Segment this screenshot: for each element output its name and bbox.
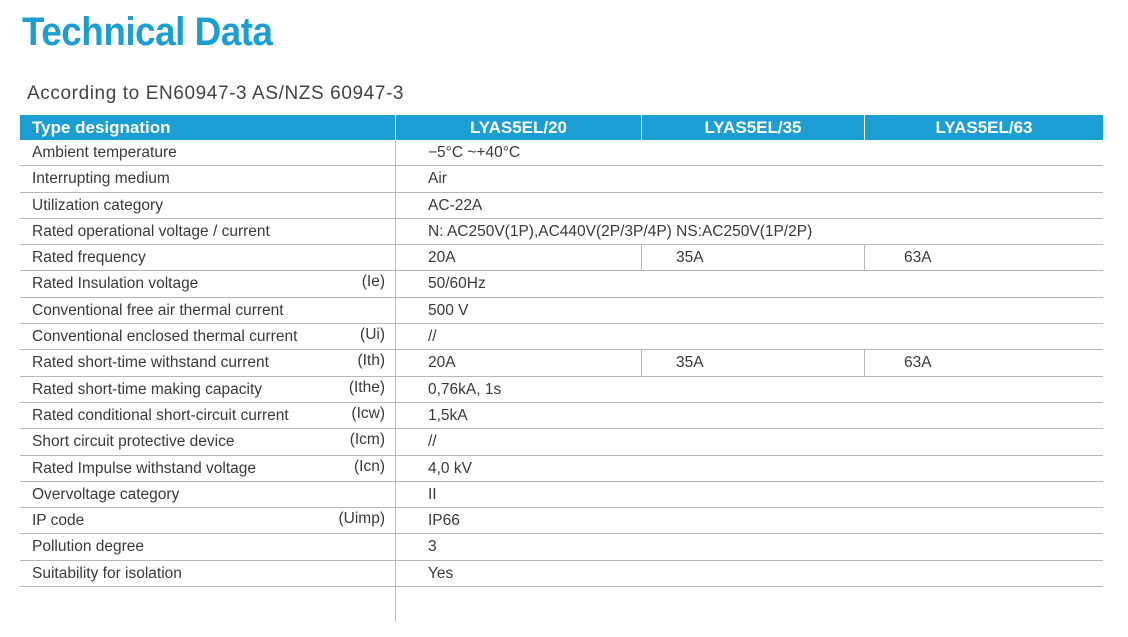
row-value-35: 35A <box>676 354 704 372</box>
row-label: Rated short-time withstand current <box>32 354 269 372</box>
technical-data-table <box>20 115 1103 587</box>
row-label: Conventional free air thermal current <box>32 301 284 319</box>
table-row <box>20 166 1103 192</box>
row-value: // <box>428 433 437 451</box>
row-value: 0,76kA, 1s <box>428 380 502 398</box>
table-row <box>20 140 1103 166</box>
row-value: AC-22A <box>428 196 483 214</box>
table-row <box>20 403 1103 429</box>
table-row <box>20 193 1103 219</box>
row-label: Overvoltage category <box>32 485 180 503</box>
header-model-35: LYAS5EL/35 <box>704 118 802 137</box>
header-type-designation: Type designation <box>32 118 171 137</box>
row-value-35: 35A <box>676 249 704 267</box>
row-value: Yes <box>428 564 454 582</box>
cell-divider <box>641 350 642 376</box>
row-value: 3 <box>428 538 437 556</box>
row-label: Rated short-time making capacity <box>32 380 263 398</box>
row-label: Utilization category <box>32 196 163 214</box>
row-label: Interrupting medium <box>32 170 170 188</box>
table-row <box>20 350 1103 376</box>
column-divider <box>395 140 396 622</box>
row-label: Rated Impulse withstand voltage <box>32 459 257 477</box>
row-label: Rated Insulation voltage <box>32 275 199 293</box>
row-symbol: (Icm) <box>349 431 385 449</box>
row-label: Rated operational voltage / current <box>32 222 270 240</box>
row-symbol: (Ie) <box>361 273 385 291</box>
row-value: II <box>428 485 437 503</box>
row-value: 1,5kA <box>428 406 468 424</box>
row-value: 20A <box>428 354 456 372</box>
row-label: Short circuit protective device <box>32 433 235 451</box>
table-row <box>20 271 1103 297</box>
row-label: Rated frequency <box>32 249 146 267</box>
row-symbol: (Icw) <box>351 404 385 422</box>
row-value-63: 63A <box>904 249 932 267</box>
header-model-63: LYAS5EL/63 <box>935 118 1033 137</box>
row-value: 20A <box>428 249 456 267</box>
cell-divider <box>641 245 642 271</box>
row-symbol: (Ith) <box>357 352 385 370</box>
row-label: Ambient temperature <box>32 144 177 161</box>
page-title: Technical Data <box>22 10 273 54</box>
row-label: Rated conditional short-circuit current <box>32 406 289 424</box>
row-label: Conventional enclosed thermal current <box>32 328 298 346</box>
table-row <box>20 482 1103 508</box>
row-value: // <box>428 328 437 346</box>
table-body <box>20 140 1103 587</box>
table-row <box>20 456 1103 482</box>
table-row <box>20 324 1103 350</box>
row-label: Pollution degree <box>32 538 145 556</box>
row-label: Suitability for isolation <box>32 564 182 582</box>
header-model-20: LYAS5EL/20 <box>469 118 568 137</box>
table-row <box>20 508 1103 534</box>
row-value: N: AC250V(1P),AC440V(2P/3P/4P) NS:AC250V(1P/2P) <box>428 222 813 240</box>
table-row <box>20 377 1103 403</box>
row-symbol: (Icn) <box>354 457 385 475</box>
cell-divider <box>864 245 865 271</box>
table-row <box>20 298 1103 324</box>
table-row <box>20 561 1103 587</box>
row-value: 500 V <box>428 301 469 319</box>
row-value-63: 63A <box>904 354 932 372</box>
row-label: IP code <box>32 512 85 530</box>
row-value: IP66 <box>428 512 460 530</box>
table-row <box>20 429 1103 455</box>
row-symbol: (Ithe) <box>348 378 385 396</box>
table-row <box>20 245 1103 271</box>
table-row <box>20 219 1103 245</box>
row-value: Air <box>428 170 447 188</box>
table-header-row <box>20 115 1103 140</box>
standard-subtitle: According to EN60947-3 AS/NZS 60947-3 <box>27 83 405 104</box>
cell-divider <box>864 350 865 376</box>
row-value: −5°C ~+40°C <box>428 144 521 161</box>
table-row <box>20 534 1103 560</box>
row-value: 4,0 kV <box>428 459 472 477</box>
row-value: 50/60Hz <box>428 275 486 293</box>
row-symbol: (Ui) <box>360 326 385 344</box>
row-symbol: (Uimp) <box>338 510 385 528</box>
